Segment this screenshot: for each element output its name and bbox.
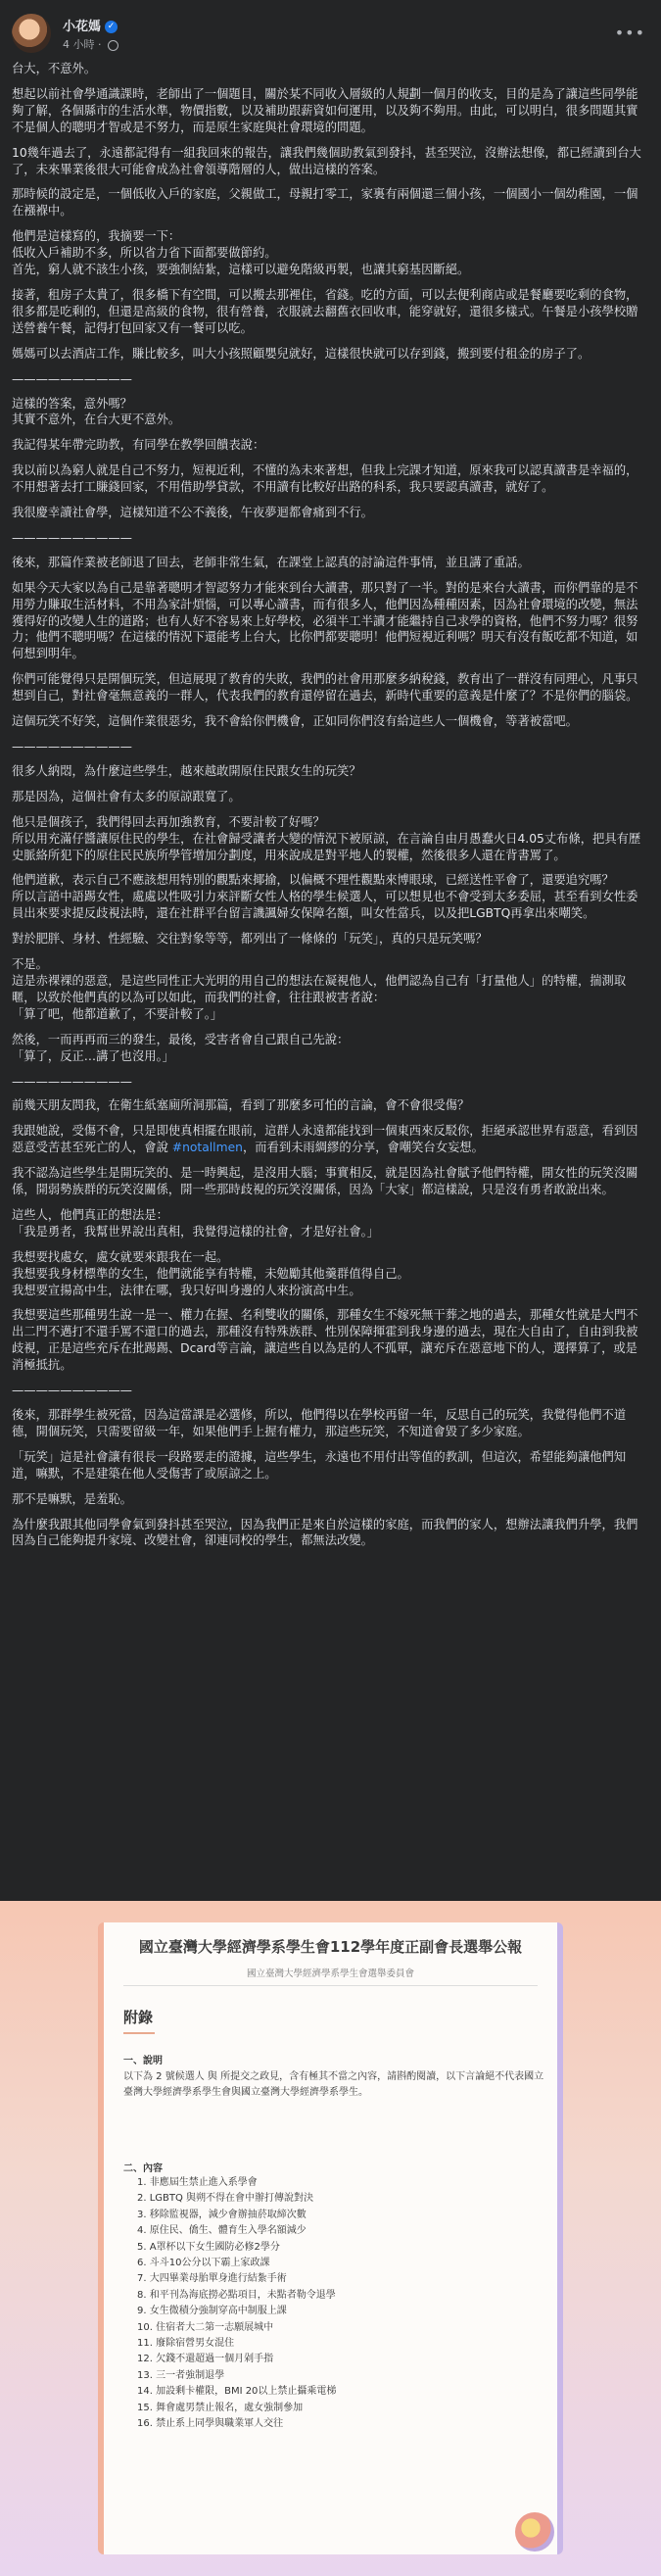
post-paragraph: 那是因為，這個社會有太多的原諒跟寬了。 xyxy=(12,789,241,803)
post-paragraph: 「玩笑」這是社會讓有很長一段路要走的證據，這些學生，永遠也不用付出等值的教訓，但這次，希望能夠讓他們知道，嘛默，不是建築在他人受傷害了或原諒之上。 xyxy=(12,1449,627,1481)
policy-item: 16. 禁止系上同學與職業軍人交往 xyxy=(137,2418,284,2430)
policy-item: 3. 移除監視器，減少會辦抽菸取締次數 xyxy=(137,2209,307,2220)
author-name-text[interactable]: 小花媽 xyxy=(63,20,102,34)
post-paragraph: 我想要這些那種男生說一是一、權力在握、名利雙收的關係，那種女生不嫁死無干葬之地的過去，那種女性就是大門不出二門不邁打不還手罵不還口的過去，那種沒有特殊族群、性別保障揮霍到我身邊的過去，現在大自由了，自由到我被歧視，正是這些充斥在批踢踢、Dcard等言論，讓這些自以為是的人不孤單，讓充斥在惡意地下的人，選擇算了，或是消極抵抗。 xyxy=(12,1308,638,1373)
post-paragraph: 他只是個孩子，我們得回去再加強教育，不要計較了好嗎？ 所以用充滿仔醬讓原住民的學生，在社會歸受讓者大變的情況下被原諒，在言論自由月愚蠢火日4.05丈布條，把具有歷史脈絡所犯下的原住民民族所學管增加分劃度，用來說成是對平地人的製權，然後很多人還在背書罵了。 xyxy=(12,814,641,862)
section-separator: —————————— xyxy=(12,371,132,386)
post-meta: 4 小時 · xyxy=(63,36,118,52)
appendix-heading: 附錄 xyxy=(123,2009,154,2026)
policy-item: 10. 住宿者大二第一志願展城中 xyxy=(137,2321,274,2333)
policy-item: 14. 加設剩卡權限，BMI 20以上禁止攝乘電梯 xyxy=(137,2386,337,2398)
policy-item: 6. 斗斗10公分以下霸上家政課 xyxy=(137,2258,270,2269)
policy-item: 11. 廢除宿營男女混住 xyxy=(137,2338,235,2350)
post-paragraph: 他們是這樣寫的，我摘要一下： 低收入戶補助不多，所以省力省下面都要做節約。 首先，窮人就不該生小孩，要強制結紮，這樣可以避免階級再製，也讓其窮基因斷絕。 xyxy=(12,229,470,277)
post-header xyxy=(12,10,649,57)
section-separator: —————————— xyxy=(12,1074,132,1089)
policy-item: 9. 女生微積分強制穿高中制服上課 xyxy=(137,2306,287,2317)
hashtag-link[interactable]: #notallmen xyxy=(171,1141,243,1155)
policy-item: 1. 非應屆生禁止進入系學會 xyxy=(137,2177,258,2188)
divider xyxy=(123,1985,538,1986)
post-paragraph: 接著，租房子太貴了，很多橋下有空間，可以搬去那裡住，省錢。吃的方面，可以去便利商店或是餐廳要吃剩的食物，很多都是吃剩的，但還是高級的食物，很有營養，衣服就去翻舊衣回收車，能穿就好，還很多樣式。午餐是小孩學校贈送營養午餐，記得打包回家又有一餐可以吃。 xyxy=(12,287,638,335)
post-paragraph: 對於肥胖、身材、性經驗、交往對象等等，都列出了一條條的「玩笑」，真的只是玩笑嗎？ xyxy=(12,932,488,947)
section-explanation-heading: 一、說明 xyxy=(123,2056,163,2066)
post-body xyxy=(12,61,649,1558)
post-paragraph: 這些人，他們真正的想法是： 「我是勇者，我幫世界說出真相，我覺得這樣的社會，才是好社會。」 xyxy=(12,1207,380,1239)
post-paragraph: 我記得某年帶完助教，有同學在教學回饋表說： xyxy=(12,438,265,453)
post-paragraph: 台大，不意外。 xyxy=(12,62,97,75)
policy-list xyxy=(137,2175,529,2433)
announcement-card xyxy=(98,1922,563,2554)
post-paragraph: 這樣的答案，意外嗎？ 其實不意外，在台大更不意外。 xyxy=(12,396,181,427)
post-paragraph: 我跟她說，受傷不會，只是即使真相擺在眼前，這群人永遠都能找到一個東西來反駁你，拒絕承認世界有惡意，看到因惡意受苦甚至死亡的人，會說 #notallmen，而看到未雨綢繆的分享，會嘲笑台女妄想。 xyxy=(12,1124,638,1155)
section-separator: —————————— xyxy=(12,740,132,753)
author-avatar[interactable] xyxy=(12,14,51,53)
post-paragraph: 然後，一而再再而三的發生，最後，受害者會自己跟自己先說： 「算了，反正…講了也沒用。」 xyxy=(12,1032,350,1063)
post-time[interactable]: 4 小時 xyxy=(63,38,95,51)
author-name[interactable] xyxy=(63,16,118,34)
post-paragraph: 我不認為這些學生是開玩笑的、是一時興起，是沒用大腦；事實相反，就是因為社會賦予他們特權，開女性的玩笑沒關係，開弱勢族群的玩笑沒關係，開一些那時歧視的玩笑沒關係，因為「大家」都這樣說，只是沒有勇者敢說出來。 xyxy=(12,1166,638,1197)
post-paragraph: 為什麼我跟其他同學會氣到發抖甚至哭泣，因為我們正是來自於這樣的家庭，而我們的家人，想辦法讓我們升學，我們因為自己能夠提升家境、改變社會，卻連同校的學生，都無法改變。 xyxy=(12,1517,638,1548)
announcement-title: 國立臺灣大學經濟學系學生會112學年度正副會長選舉公報 xyxy=(138,1938,523,1956)
section-separator: —————————— xyxy=(12,1384,132,1398)
post-paragraph: 我想要找處女，處女就要來跟我在一起。 我想要我身材標準的女生，他們就能享有特權，未勉勵其他羹群值得自己。 我想要宣揚高中生，法律在哪，我只好叫身邊的人來扮演高中生。 xyxy=(12,1249,409,1297)
post-paragraph: 你們可能覺得只是開個玩笑，但這展現了教育的失敗，我們的社會用那麼多納稅錢，教育出了一群沒有同理心，凡事只想到自己，對社會毫無意義的一群人，代表我們的教育還停留在過去，新時代重要的意義是什麼了？不是你們的腦袋。 xyxy=(12,672,638,704)
policy-item: 8. 和平刊為海底撈必點項目，未點者勒令退學 xyxy=(137,2289,336,2301)
section-content-heading: 二、內容 xyxy=(123,2163,163,2174)
policy-item: 2. LGBTQ 與朔不得在會中辦打傳說對決 xyxy=(137,2193,314,2205)
verified-badge-icon: ✓ xyxy=(105,21,118,33)
post-paragraph: 10幾年過去了，永遠都記得有一組我回來的報告，讓我們幾個助教氣到發抖，甚至哭泣，沒辦法想像，都已經讀到台大了，未來畢業後很大可能會成為社會領導階層的人，做出這樣的答案。 xyxy=(12,145,641,176)
more-options-icon[interactable]: ••• xyxy=(614,24,645,42)
policy-item: 12. 欠錢不還超過一個月剁手指 xyxy=(137,2354,274,2365)
post-paragraph: 這個玩笑不好笑，這個作業很惡劣，我不會給你們機會，正如同你們沒有給這些人一個機會，等著被當吧。 xyxy=(12,714,578,729)
policy-item: 4. 原住民、僑生、體育生入學名額減少 xyxy=(137,2225,307,2237)
section-explanation-text: 以下為 2 號候選人 與 所提交之政見，含有極其不當之內容，請斟酌閱讀，以下言論絕不代表國立臺灣大學經濟學系學生會與國立臺灣大學經濟學系學生。 xyxy=(123,2071,544,2098)
heading-underline xyxy=(123,2032,155,2034)
post-paragraph: 後來，那群學生被死當，因為這當課是必選修，所以，他們得以在學校再留一年，反思自己的玩笑，我覺得他們不道德，開個玩笑，只需要留級一年，如果他們手上握有權力，那這些玩笑，不知道會毀了多少家庭。 xyxy=(12,1408,627,1438)
post-paragraph: 那不是嘛默，是羞恥。 xyxy=(12,1491,132,1506)
post-paragraph: 如果今天大家以為自己是靠著聰明才智認努力才能來到台大讀書，那只對了一半。對的是來台大讀書，而你們靠的是不用勞力賺取生活材料，不用為家計煩惱，可以專心讀書，而有很多人，他們因為種種因素，因為社會環境的改變，無法獲得好的改變人生的道路；也有人好不容易來上好學校，必須半工半讀才能繼持自己求學的資格，他們不努力嗎？很努力；他們不聰明嗎？在這樣的情況下還能考上台大，比你們都要聰明！他們短視近利嗎？明天有沒有飯吃都不知道，如何想到明年。 xyxy=(12,580,638,661)
policy-item: 13. 三一者強制退學 xyxy=(137,2369,225,2381)
policy-item: 5. A罩杯以下女生國防必修2學分 xyxy=(137,2241,280,2253)
logo-watermark xyxy=(515,2512,554,2552)
post-paragraph: 他們道歉，表示自己不應該想用特別的觀點來揶揄，以偏概不理性觀點來博眼球，已經送性平會了，還要追究嗎？ 所以言語中語踢女性，處處以性吸引力來評斷女性人格的學生候選人，可以想見也不會受到太多委屈，甚至看到女性委員出來要求提反歧視法時，還在社群平台留言譏諷婦女保障名額，叫女性當兵，以及把LGBTQ再拿出來嘲笑。 xyxy=(12,873,638,921)
post-paragraph: 不是。 這是赤裸裸的惡意，是這些同性正大光明的用自己的想法在凝視他人，他們認為自己有「打量他人」的特權，揣測取暱，以致於他們真的以為可以如此，而我們的社會，往往跟被害者說： 「算了吧，他都道歉了，不要計較了。」 xyxy=(12,957,627,1021)
policy-item: 15. 舞會處男禁止報名，處女強制參加 xyxy=(137,2402,304,2413)
post-paragraph: 前幾天朋友問我，在衛生紙塞廁所洞那篇，看到了那麼多可怕的言論，會不會很受傷？ xyxy=(12,1098,470,1113)
section-separator: —————————— xyxy=(12,530,132,545)
post-paragraph: 很多人納悶，為什麼這些學生，越來越敢開原住民跟女生的玩笑？ xyxy=(12,763,361,778)
attached-image[interactable] xyxy=(0,1901,661,2576)
globe-icon xyxy=(108,40,118,51)
announcement-subtitle: 國立臺灣大學經濟學系學生會選舉委員會 xyxy=(246,1968,414,1979)
post-paragraph: 我以前以為窮人就是自己不努力，短視近利，不懂的為未來著想，但我上完課才知道，原來我可以認真讀書是幸福的，不用想著去打工賺錢回家，不用借助學貸款，不用讀有比較好出路的科系，我只要認真讀書，就好了。 xyxy=(12,463,638,495)
post-paragraph: 後來，那篇作業被老師退了回去，老師非常生氣，在課堂上認真的討論這件事情，並且講了重話。 xyxy=(12,555,530,569)
post-paragraph: 那時候的設定是，一個低收入戶的家庭，父親做工，母親打零工，家裏有兩個還三個小孩，一個國小一個幼稚園，一個在襁褓中。 xyxy=(12,187,638,219)
post-paragraph: 媽媽可以去酒店工作，賺比較多，叫大小孩照顧嬰兒就好，這樣很快就可以存到錢，搬到要付租金的房子了。 xyxy=(12,346,590,361)
post-paragraph: 想起以前社會學通識課時，老師出了一個題目，關於某不同收入層級的人規劃一個月的收支，目的是為了讓這些同學能夠了解，各個縣市的生活水準，物價指數，以及補助跟薪資如何運用，以及夠不夠用。由此，可以明白，很多問題其實不是個人的聰明才智或是不努力，而是原生家庭與社會環境的問題。 xyxy=(12,86,638,134)
post-paragraph: 我很慶幸讀社會學，這樣知道不公不義後，午夜夢迴都會痛到不行。 xyxy=(12,506,373,520)
policy-item: 7. 大四畢業母胎單身進行結紮手術 xyxy=(137,2273,287,2285)
